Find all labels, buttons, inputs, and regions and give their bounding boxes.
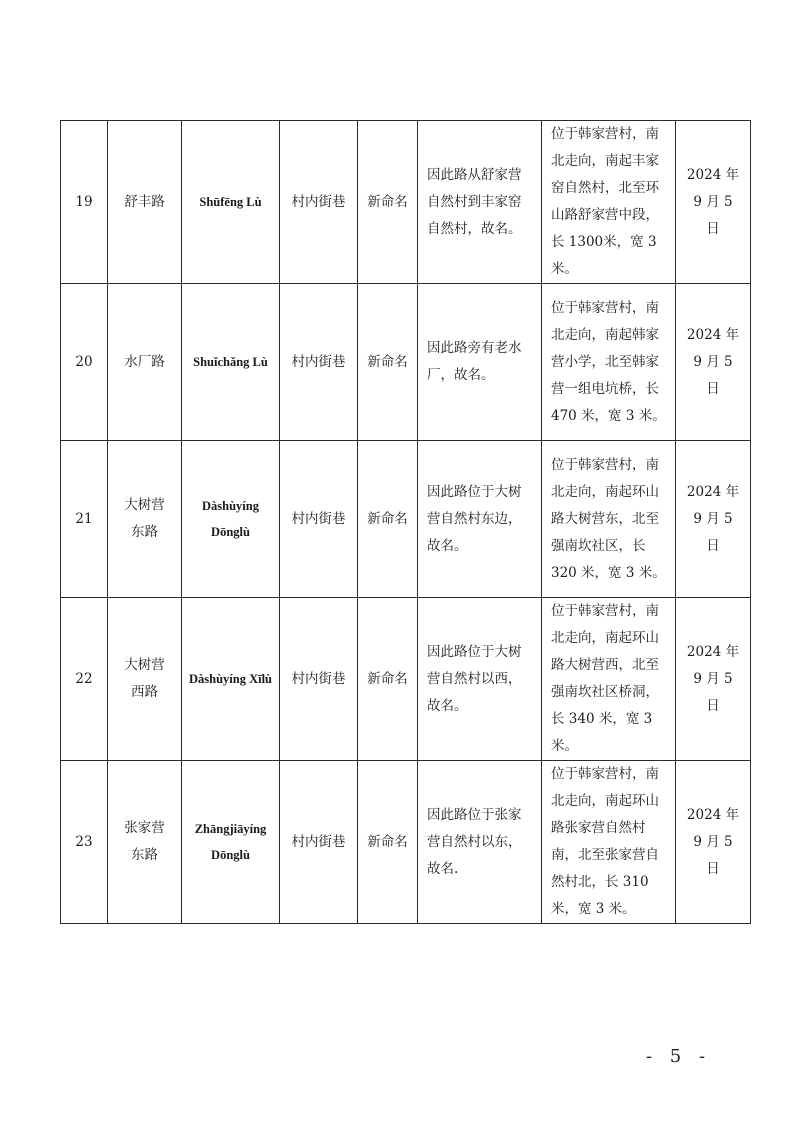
cell-naming-type: 新命名 <box>358 121 418 284</box>
cell-number: 23 <box>61 761 108 924</box>
table-row <box>61 598 751 761</box>
cell-location: 位于韩家营村，南北走向，南起环山路大树营东，北至强南坎社区，长 320 米，宽 3 米。 <box>542 441 676 598</box>
cell-road-name: 舒丰路 <box>108 121 182 284</box>
cell-date: 2024 年 9 月 5 日 <box>676 121 751 284</box>
table-row <box>61 441 751 598</box>
cell-location: 位于韩家营村，南北走向，南起韩家营小学，北至韩家营一组电坑桥，长 470 米，宽 3 米。 <box>542 284 676 441</box>
cell-road-name: 大树营东路 <box>108 441 182 598</box>
table-row <box>61 284 751 441</box>
cell-date: 2024 年 9 月 5 日 <box>676 284 751 441</box>
cell-naming-reason: 因此路位于大树营自然村东边，故名。 <box>418 441 542 598</box>
page-number: - 5 - <box>646 1046 712 1067</box>
cell-road-name: 大树营西路 <box>108 598 182 761</box>
cell-location: 位于韩家营村，南北走向，南起丰家窑自然村，北至环山路舒家营中段，长 1300米，宽 3 米。 <box>542 121 676 284</box>
cell-pinyin: Dàshùyíng Xīlù <box>182 598 280 761</box>
cell-naming-type: 新命名 <box>358 598 418 761</box>
cell-naming-type: 新命名 <box>358 284 418 441</box>
cell-location: 位于韩家营村，南北走向，南起环山路张家营自然村南，北至张家营自然村北，长 310 米，宽 3 米。 <box>542 761 676 924</box>
cell-category: 村内街巷 <box>280 598 358 761</box>
cell-number: 19 <box>61 121 108 284</box>
cell-naming-type: 新命名 <box>358 761 418 924</box>
cell-date: 2024 年 9 月 5 日 <box>676 761 751 924</box>
cell-date: 2024 年 9 月 5 日 <box>676 598 751 761</box>
cell-road-name: 张家营东路 <box>108 761 182 924</box>
table-row <box>61 761 751 924</box>
cell-pinyin: Shūfēng Lù <box>182 121 280 284</box>
cell-naming-type: 新命名 <box>358 441 418 598</box>
cell-number: 20 <box>61 284 108 441</box>
cell-pinyin: Shuǐchǎng Lù <box>182 284 280 441</box>
cell-pinyin: Dàshùyíng Dōnglù <box>182 441 280 598</box>
cell-naming-reason: 因此路旁有老水厂，故名。 <box>418 284 542 441</box>
cell-number: 21 <box>61 441 108 598</box>
cell-naming-reason: 因此路位于张家营自然村以东，故名. <box>418 761 542 924</box>
cell-date: 2024 年 9 月 5 日 <box>676 441 751 598</box>
cell-category: 村内街巷 <box>280 761 358 924</box>
cell-naming-reason: 因此路位于大树营自然村以西，故名。 <box>418 598 542 761</box>
road-naming-table <box>60 120 751 924</box>
cell-road-name: 水厂路 <box>108 284 182 441</box>
cell-pinyin: Zhāngjiāyíng Dōnglù <box>182 761 280 924</box>
cell-naming-reason: 因此路从舒家营自然村到丰家窑自然村，故名。 <box>418 121 542 284</box>
table-body <box>61 121 751 924</box>
cell-category: 村内街巷 <box>280 441 358 598</box>
table-row <box>61 121 751 284</box>
cell-category: 村内街巷 <box>280 284 358 441</box>
cell-category: 村内街巷 <box>280 121 358 284</box>
cell-location: 位于韩家营村，南北走向，南起环山路大树营西，北至强南坎社区桥洞，长 340 米，宽 3 米。 <box>542 598 676 761</box>
cell-number: 22 <box>61 598 108 761</box>
